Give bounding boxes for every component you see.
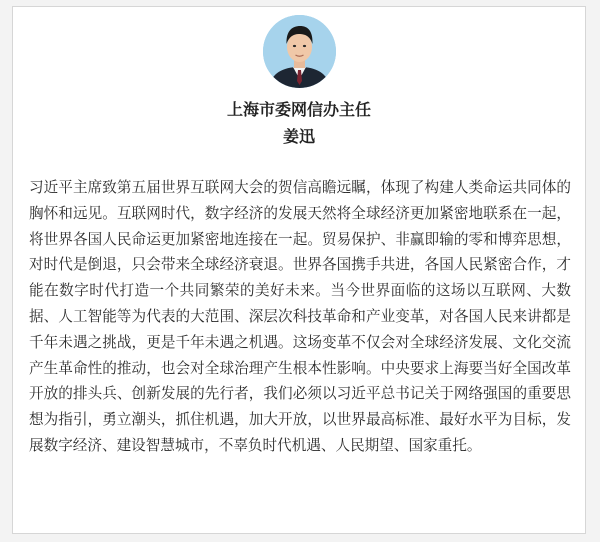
quote-paragraph: 习近平主席致第五届世界互联网大会的贺信高瞻远瞩，体现了构建人类命运共同体的胸怀和远见。互联网时代，数字经济的发展天然将全球经济更加紧密地联系在一起，将世界各国人民命运更加紧密地连接在一起。贸易保护、非赢即输的零和博弈思想，对时代是倒退，只会带来全球经济衰退。世界各国携手共进，各国人民紧密合作，才能在数字时代打造一个共同繁荣的美好未来。当今世界面临的这场以互联网、大数据、人工智能等为代表的大范围、深层次科技革命和产业变革，对各国人民来讲都是千年未遇之挑战，更是千年未遇之机遇。这场变革不仅会对全球经济发展、文化交流产生革命性的推动，也会对全球治理产生根本性影响。中央要求上海要当好全国改革开放的排头兵、创新发展的先行者，我们必须以习近平总书记关于网络强国的重要思想为指引，勇立潮头，抓住机遇，加大开放，以世界最高标准、最好水平为目标，发展数字经济、建设智慧城市，不辜负时代机遇、人民期望、国家重托。 [29,179,571,454]
person-name: 姜迅 [282,127,315,146]
avatar [263,15,336,88]
job-title: 上海市委网信办主任 [226,100,371,119]
portrait-photo-icon [263,15,336,88]
quote-card [12,6,586,534]
